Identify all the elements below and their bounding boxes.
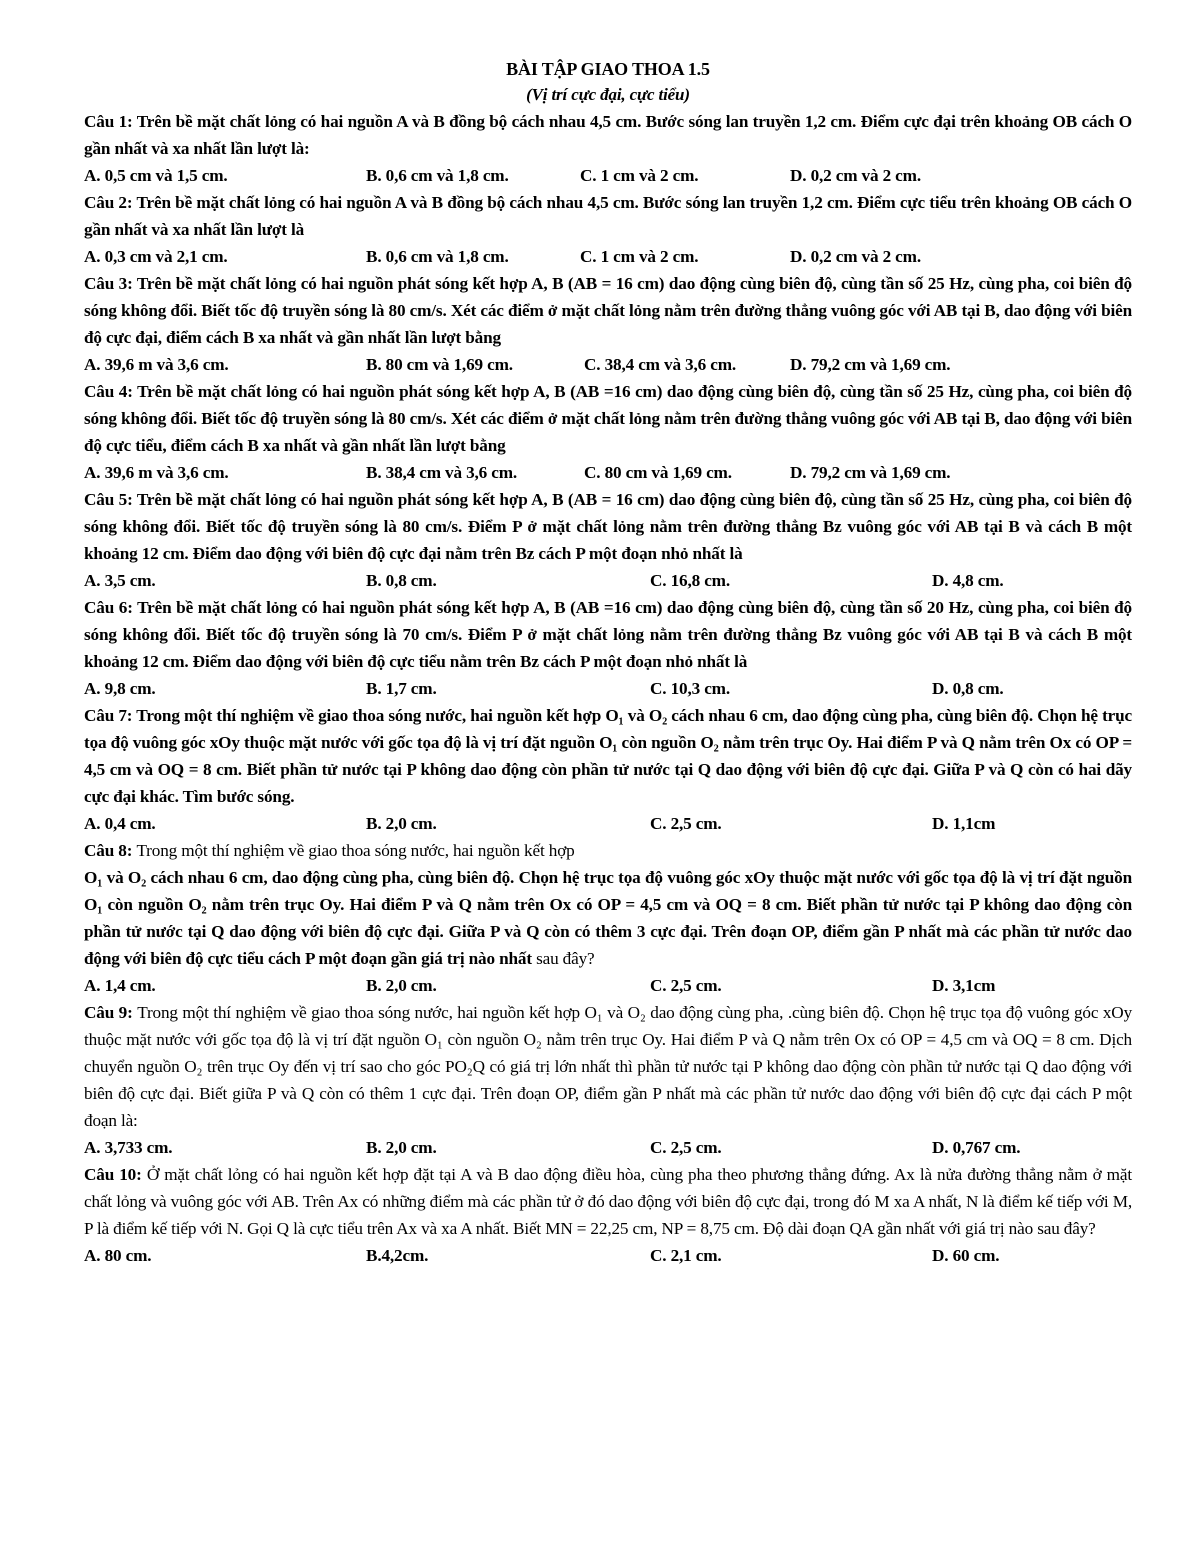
question-label: Câu 8: xyxy=(84,841,133,860)
option-d xyxy=(932,1242,999,1269)
option-d xyxy=(790,162,921,189)
option-a xyxy=(84,243,228,270)
option-text: 60 cm. xyxy=(952,1246,1000,1265)
worksheet-page xyxy=(84,56,1132,1269)
option-c xyxy=(650,810,722,837)
option-letter: A. xyxy=(84,1138,101,1157)
question-5 xyxy=(84,486,1132,567)
question-text: O₁ và O₂ cách nhau 6 cm, dao động cùng pha, cùng biên độ. Chọn hệ trục tọa độ vuông góc xOy thuộc mặt nước với gốc tọa độ là vị trí đặt nguồn O₁ còn nguồn O₂ nằm trên trục Oy. Hai điểm P và Q nằm trên Ox có OP = 4,5 cm và OQ = 8 cm. Biết phần tử nước tại P không dao động còn phần tử nước tại Q dao động với biên độ cực đại. Giữa P và Q còn có thêm 3 cực đại. Trên đoạn OP, điểm gần P nhất mà các phần tử nước dao động với biên độ cực tiểu cách P một đoạn gần xyxy=(84,868,1132,968)
option-letter: C. xyxy=(580,247,597,266)
option-letter: D. xyxy=(932,571,949,590)
option-b xyxy=(366,567,437,594)
option-letter: A. xyxy=(84,571,101,590)
option-text: 3,5 cm. xyxy=(104,571,156,590)
question-text: Ở mặt chất lỏng có hai nguồn kết hợp đặt tại A và B dao động điều hòa, cùng pha theo phương thẳng đứng. Ax là nửa đường thẳng nằm ở mặt chất lỏng và vuông góc với AB. Trên Ax có những điểm mà các phần tử ở đó dao động với biên độ cực đại, trong đó M xa A nhất, N là điểm kế tiếp với M, P là điểm kế tiếp với N. Gọi Q là cực tiểu trên Ax và xa A nhất. Biết MN = 22,25 cm, NP = 8,75 cm. Độ dài đoạn QA gần nhất với giá trị nào sau đây? xyxy=(84,1165,1132,1238)
option-letter: C. xyxy=(580,166,597,185)
option-a xyxy=(84,1134,172,1161)
option-d xyxy=(932,675,1004,702)
option-letter: B. xyxy=(366,679,382,698)
option-letter: D. xyxy=(932,976,949,995)
options-row xyxy=(84,162,1132,189)
option-text: 2,0 cm. xyxy=(385,976,437,995)
option-c xyxy=(584,459,732,486)
option-a xyxy=(84,675,156,702)
option-c xyxy=(650,1134,722,1161)
options-row xyxy=(84,351,1132,378)
option-b xyxy=(366,1242,428,1269)
option-a xyxy=(84,351,229,378)
option-letter: A. xyxy=(84,1246,101,1265)
question-text: Trên bề mặt chất lỏng có hai nguồn phát sóng kết hợp A, B (AB =16 cm) dao động cùng biên độ, cùng tần số 20 Hz, cùng pha, coi biên độ sóng không đổi. Biết tốc độ truyền sóng là 70 cm/s. Điểm P ở mặt chất lỏng nằm trên đường thẳng Bz vuông góc với AB tại B và cách B một khoảng 12 cm. Điểm dao động với biên độ cực tiểu nằm trên Bz cách P một đoạn nhỏ nhất là xyxy=(84,598,1132,671)
option-letter: B. xyxy=(366,1138,382,1157)
question-label: Câu 5: xyxy=(84,490,133,509)
option-b xyxy=(366,972,437,999)
option-a xyxy=(84,972,156,999)
option-letter: B. xyxy=(366,166,382,185)
question-8 xyxy=(84,864,1132,972)
option-a xyxy=(84,1242,151,1269)
option-letter: D. xyxy=(932,1246,949,1265)
option-c xyxy=(650,567,730,594)
option-text: 80 cm và 1,69 cm. xyxy=(385,355,513,374)
option-b xyxy=(366,162,509,189)
question-label: Câu 6: xyxy=(84,598,133,617)
option-text: 0,8 cm. xyxy=(952,679,1004,698)
option-text: 80 cm. xyxy=(104,1246,152,1265)
options-row xyxy=(84,1242,1132,1269)
option-text: 1,4 cm. xyxy=(104,976,156,995)
option-b xyxy=(366,810,437,837)
option-letter: A. xyxy=(84,976,101,995)
option-text: 79,2 cm và 1,69 cm. xyxy=(810,463,951,482)
question-label: Câu 1: xyxy=(84,112,133,131)
question-emphasis: giá trị nào nhất xyxy=(421,949,532,968)
option-text: 1 cm và 2 cm. xyxy=(600,247,699,266)
option-letter: D. xyxy=(790,463,807,482)
option-d xyxy=(790,351,950,378)
question-lead-text: Trong một thí nghiệm về giao thoa sóng nước, hai nguồn kết hợp xyxy=(136,841,575,860)
option-letter: B. xyxy=(366,463,382,482)
option-letter: B. xyxy=(366,1246,382,1265)
option-text: 1 cm và 2 cm. xyxy=(600,166,699,185)
option-text: 3,1cm xyxy=(952,976,996,995)
option-letter: D. xyxy=(932,814,949,833)
option-text: 1,7 cm. xyxy=(385,679,437,698)
option-b xyxy=(366,243,509,270)
option-text: 0,3 cm và 2,1 cm. xyxy=(104,247,228,266)
option-text: 38,4 cm và 3,6 cm. xyxy=(604,355,737,374)
option-text: 0,5 cm và 1,5 cm. xyxy=(104,166,228,185)
options-row xyxy=(84,810,1132,837)
option-c xyxy=(584,351,736,378)
option-text: 2,5 cm. xyxy=(670,814,722,833)
option-c xyxy=(580,162,698,189)
option-letter: C. xyxy=(650,679,667,698)
option-c xyxy=(650,675,730,702)
option-text: 0,6 cm và 1,8 cm. xyxy=(385,166,509,185)
option-a xyxy=(84,810,156,837)
question-text: Trên bề mặt chất lỏng có hai nguồn phát sóng kết hợp A, B (AB = 16 cm) dao động cùng biên độ, cùng tần số 25 Hz, cùng pha, coi biên độ sóng không đổi. Biết tốc độ truyền sóng là 80 cm/s. Xét các điểm ở mặt chất lỏng nằm trên đường thẳng vuông góc với AB tại B, dao động với biên độ cực đại, điểm cách B xa nhất và gần nhất lần lượt bằng xyxy=(84,274,1132,347)
option-letter: D. xyxy=(790,166,807,185)
option-text: 39,6 m và 3,6 cm. xyxy=(104,463,229,482)
option-text: 4,8 cm. xyxy=(952,571,1004,590)
options-row xyxy=(84,243,1132,270)
question-1 xyxy=(84,108,1132,162)
options-row xyxy=(84,675,1132,702)
question-label: Câu 7: xyxy=(84,706,133,725)
option-d xyxy=(932,810,995,837)
option-text: 79,2 cm và 1,69 cm. xyxy=(810,355,951,374)
option-d xyxy=(790,243,921,270)
question-text: Trên bề mặt chất lỏng có hai nguồn A và B đồng bộ cách nhau 4,5 cm. Bước sóng lan truyền 1,2 cm. Điểm cực đại trên khoảng OB cách O gần nhất và xa nhất lần lượt là: xyxy=(84,112,1133,158)
option-text: 2,5 cm. xyxy=(670,1138,722,1157)
question-2 xyxy=(84,189,1132,243)
option-d xyxy=(932,1134,1020,1161)
option-text: 0,767 cm. xyxy=(952,1138,1021,1157)
options-row xyxy=(84,972,1132,999)
question-label: Câu 10: xyxy=(84,1165,142,1184)
option-letter: A. xyxy=(84,814,101,833)
question-text: Trong một thí nghiệm về giao thoa sóng nước, hai nguồn kết hợp O₁ và O₂ cách nhau 6 cm, dao động cùng pha, cùng biên độ. Chọn hệ trục tọa độ vuông góc xOy thuộc mặt nước với gốc tọa độ là vị trí đặt nguồn O₁ còn nguồn O₂ nằm trên trục Oy. Hai điểm P và Q nằm trên Ox có OP = 4,5 cm và OQ = 8 cm. Biết phần tử nước tại P không dao động còn phần tử nước tại Q dao động với biên độ cực đại. Giữa P và Q còn có hai dãy cực đại khác. Tìm bước sóng. xyxy=(84,706,1133,806)
option-letter: C. xyxy=(584,355,601,374)
option-text: 39,6 m và 3,6 cm. xyxy=(104,355,229,374)
option-letter: A. xyxy=(84,679,101,698)
option-text: 2,1 cm. xyxy=(670,1246,722,1265)
question-text: Trên bề mặt chất lỏng có hai nguồn A và B đồng bộ cách nhau 4,5 cm. Bước sóng lan truyền 1,2 cm. Điểm cực tiểu trên khoảng OB cách O gần nhất và xa nhất lần lượt là xyxy=(84,193,1132,239)
question-label: Câu 9: xyxy=(84,1003,133,1022)
question-8-lead xyxy=(84,837,1132,864)
question-3 xyxy=(84,270,1132,351)
option-text: 0,4 cm. xyxy=(104,814,156,833)
option-text: 0,2 cm và 2 cm. xyxy=(810,247,921,266)
option-text: 1,1cm xyxy=(952,814,996,833)
option-a xyxy=(84,162,228,189)
option-letter: B. xyxy=(366,247,382,266)
option-text: 3,733 cm. xyxy=(104,1138,173,1157)
question-label: Câu 2: xyxy=(84,193,133,212)
option-text: 16,8 cm. xyxy=(670,571,730,590)
option-a xyxy=(84,567,156,594)
question-text: Trên bề mặt chất lỏng có hai nguồn phát sóng kết hợp A, B (AB =16 cm) dao động cùng biên độ, cùng tần số 25 Hz, cùng pha, coi biên độ sóng không đổi. Biết tốc độ truyền sóng là 80 cm/s. Xét các điểm ở mặt chất lỏng nằm trên đường thẳng vuông góc với AB tại B, dao động với biên độ cực tiểu, điểm cách B xa nhất và gần nhất lần lượt bằng xyxy=(84,382,1132,455)
option-text: 80 cm và 1,69 cm. xyxy=(604,463,732,482)
option-letter: C. xyxy=(650,1246,667,1265)
question-6 xyxy=(84,594,1132,675)
option-letter: B. xyxy=(366,814,382,833)
option-b xyxy=(366,675,437,702)
option-letter: D. xyxy=(932,679,949,698)
option-text: 2,5 cm. xyxy=(670,976,722,995)
question-tail: sau đây? xyxy=(531,949,595,968)
option-text: 9,8 cm. xyxy=(104,679,156,698)
option-letter: D. xyxy=(790,355,807,374)
document-subtitle: (Vị trí cực đại, cực tiểu) xyxy=(526,85,690,104)
option-letter: C. xyxy=(650,1138,667,1157)
option-c xyxy=(650,1242,722,1269)
document-title: BÀI TẬP GIAO THOA 1.5 xyxy=(506,59,710,79)
option-letter: C. xyxy=(650,976,667,995)
option-letter: A. xyxy=(84,166,101,185)
question-4 xyxy=(84,378,1132,459)
option-text: 10,3 cm. xyxy=(670,679,730,698)
option-c xyxy=(650,972,722,999)
question-7 xyxy=(84,702,1132,810)
option-text: 2,0 cm. xyxy=(385,814,437,833)
option-text: 0,2 cm và 2 cm. xyxy=(810,166,921,185)
option-text: 4,2cm. xyxy=(381,1246,429,1265)
question-label: Câu 3: xyxy=(84,274,133,293)
option-letter: D. xyxy=(790,247,807,266)
question-9 xyxy=(84,999,1132,1134)
option-letter: A. xyxy=(84,247,101,266)
option-d xyxy=(932,567,1004,594)
question-10 xyxy=(84,1161,1132,1242)
option-letter: A. xyxy=(84,355,101,374)
options-row xyxy=(84,1134,1132,1161)
question-label: Câu 4: xyxy=(84,382,133,401)
option-b xyxy=(366,459,517,486)
option-text: 0,8 cm. xyxy=(385,571,437,590)
option-letter: B. xyxy=(366,355,382,374)
option-letter: B. xyxy=(366,976,382,995)
option-d xyxy=(790,459,950,486)
question-text: Trong một thí nghiệm về giao thoa sóng nước, hai nguồn kết hợp O₁ và O₂ dao động cùng pha, .cùng biên độ. Chọn hệ trục tọa độ vuông góc xOy thuộc mặt nước với gốc tọa độ là vị trí đặt nguồn O₁ còn nguồn O₂ nằm trên trục Oy. Hai điểm P và Q nằm trên Ox có OP = 4,5 cm và OQ = 8 cm. Dịch chuyển nguồn O₂ trên trục Oy đến vị trí sao cho góc PO₂Q có giá trị lớn nhất thì phần tử nước tại P không dao động còn phần tử nước tại Q dao động với biên độ cực đại. Biết giữa P và Q còn có thêm 1 cực đại. Trên đoạn OP, điểm gần P nhất mà các phần tử nước dao động với biên độ cực đại cách P một đoạn là: xyxy=(84,1003,1133,1130)
options-row xyxy=(84,459,1132,486)
option-text: 2,0 cm. xyxy=(385,1138,437,1157)
option-letter: C. xyxy=(650,814,667,833)
option-a xyxy=(84,459,229,486)
option-letter: B. xyxy=(366,571,382,590)
option-b xyxy=(366,1134,437,1161)
option-letter: A. xyxy=(84,463,101,482)
option-b xyxy=(366,351,513,378)
option-text: 38,4 cm và 3,6 cm. xyxy=(385,463,518,482)
option-letter: C. xyxy=(584,463,601,482)
option-letter: C. xyxy=(650,571,667,590)
option-d xyxy=(932,972,995,999)
options-row xyxy=(84,567,1132,594)
option-text: 0,6 cm và 1,8 cm. xyxy=(385,247,509,266)
option-letter: D. xyxy=(932,1138,949,1157)
question-text: Trên bề mặt chất lỏng có hai nguồn phát sóng kết hợp A, B (AB = 16 cm) dao động cùng biên độ, cùng tần số 25 Hz, cùng pha, coi biên độ sóng không đổi. Biết tốc độ truyền sóng là 80 cm/s. Điểm P ở mặt chất lỏng nằm trên đường thẳng Bz vuông góc với AB tại B và cách B một khoảng 12 cm. Điểm dao động với biên độ cực đại nằm trên Bz cách P một đoạn nhỏ nhất là xyxy=(84,490,1132,563)
option-c xyxy=(580,243,698,270)
